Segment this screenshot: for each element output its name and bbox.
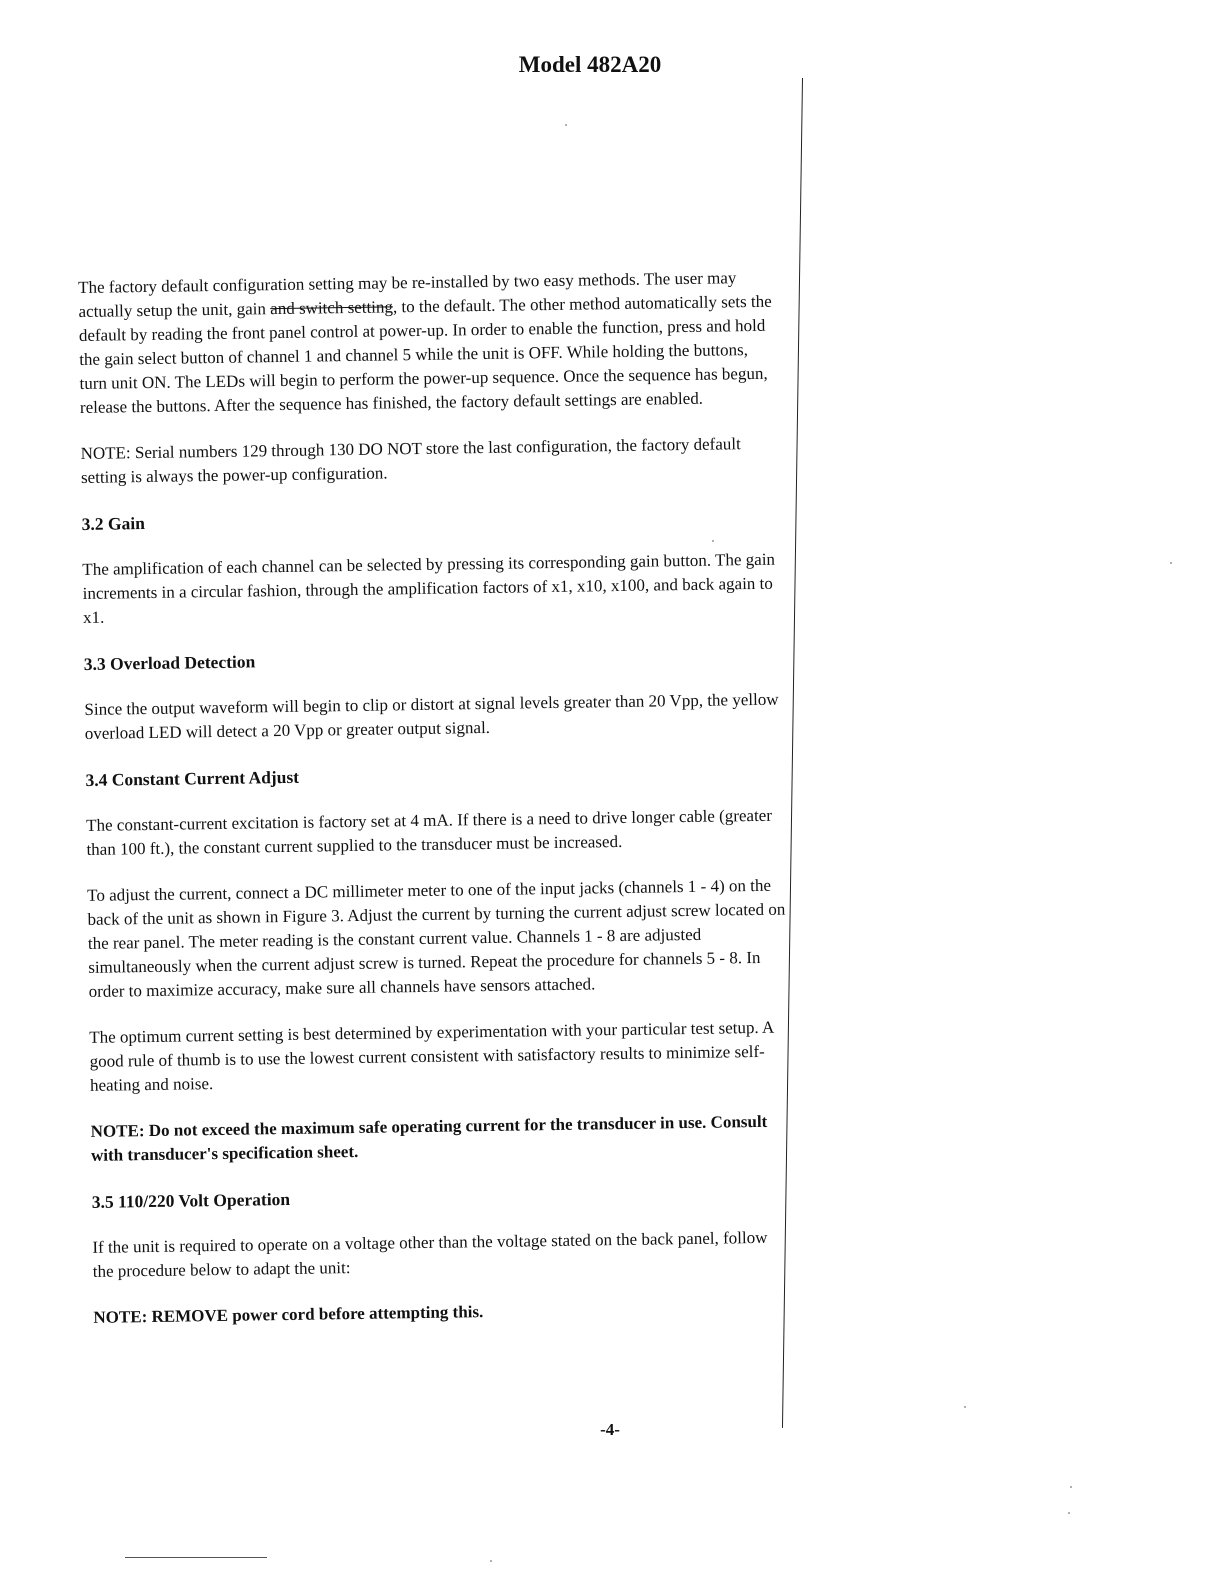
paragraph-factory-default (78, 266, 780, 420)
section-heading-overload: 3.3 Overload Detection (83, 651, 256, 674)
scan-speck (565, 124, 567, 126)
paragraph-current-adjust: To adjust the current, connect a DC millimeter meter to one of the input jacks (channels 1 - 4) on the back of the unit as shown in Figure 3. Adjust the current by turning the current adjust screw located on the rear panel. The meter reading is the constant current value. Channels 1 - 8 are adjusted simultaneously when the current adjust screw is turned. Repeat the procedure for channels 5 - 8. In order to maximize accuracy, make sure all channels have sensors attached. (87, 875, 786, 1001)
note-current-warning: NOTE: Do not exceed the maximum safe operating current for the transducer in use. Consult with transducer's specification sheet. (90, 1111, 768, 1165)
paragraph-current-optimum: The optimum current setting is best determined by experimentation with your particular test setup. A good rule of thumb is to use the lowest current consistent with satisfactory results to minimize self-heating and noise. (89, 1017, 774, 1095)
note-serial-numbers: NOTE: Serial numbers 129 through 130 DO NOT store the last configuration, the factory default setting is always the power-up configuration. (80, 434, 741, 487)
scan-speck (1068, 1512, 1070, 1514)
paragraph-overload: Since the output waveform will begin to clip or distort at signal levels greater than 20 Vpp, the yellow overload LED will detect a 20 Vpp or greater output signal. (84, 689, 779, 743)
document-body (78, 266, 794, 1330)
section-heading-volt: 3.5 110/220 Volt Operation (91, 1188, 291, 1212)
paragraph-volt: If the unit is required to operate on a voltage other than the voltage stated on the back panel, follow the procedure below to adapt the unit: (92, 1227, 768, 1281)
section-heading-current: 3.4 Constant Current Adjust (85, 766, 300, 790)
scan-speck (1170, 562, 1172, 564)
paragraph-gain: The amplification of each channel can be selected by pressing its corresponding gain button. The gain increments in a circular fashion, through the amplification factors of x1, x10, x100, and back again to x1. (82, 549, 776, 627)
paragraph-text: , to the default. The other method automatically sets the default by reading the front panel control at power-up. In order to enable the function, press and hold the gain select button of channel 1 and channel 5 while the unit is OFF. While holding the buttons, turn unit ON. The LEDs will begin to perform the power-up sequence. Once the sequence has begun, release the buttons. After the sequence has finished, the factory default settings are enabled. (78, 291, 772, 417)
section-heading-gain: 3.2 Gain (81, 513, 146, 534)
note-remove-power: NOTE: REMOVE power cord before attempting this. (93, 1302, 484, 1327)
footer-rule (125, 1557, 267, 1558)
scan-speck (964, 1406, 966, 1408)
page-header-title: Model 482A20 (518, 52, 662, 77)
struck-text: and switch setting (270, 297, 394, 319)
page-number: -4- (600, 1420, 620, 1439)
scan-speck (1070, 1486, 1072, 1488)
scan-speck (490, 1560, 492, 1562)
scan-speck (712, 540, 714, 542)
paragraph-text: The factory default configuration setting may be re-installed by two easy methods. The user may actually setup the unit, gain (78, 268, 737, 321)
paragraph-current-excitation: The constant-current excitation is factory set at 4 mA. If there is a need to drive longer cable (greater than 100 ft.), the constant current supplied to the transducer must be increased. (86, 805, 773, 859)
